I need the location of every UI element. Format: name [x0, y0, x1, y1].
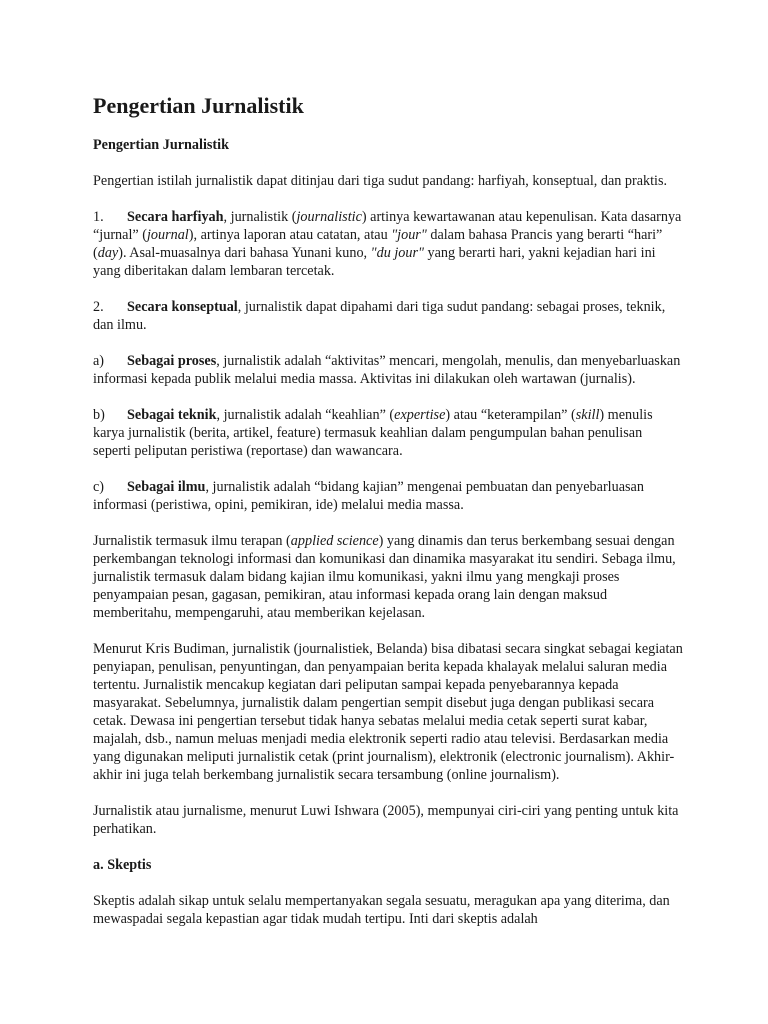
text-run: , jurnalistik (: [223, 209, 297, 225]
text-run: ) yang dinamis dan terus berkembang sesuai dengan perkembangan teknologi informasi dan komunikasi dan dinamika masyarakat itu sendiri. Sebaga ilmu, jurnalistik termasuk dalam bidang kajian ilmu komunikasi, yakni ilmu yang mengkaji proses penyampaian pesan, gagasan, pemikiran, atau informasi kepada orang lain dengan maksud memberitahu, mempengaruhi, atau memberikan kejelasan.: [93, 533, 676, 621]
text-run: dalam bahasa Prancis yang berarti “hari” (: [93, 227, 663, 261]
italic-run: journalistic: [296, 209, 362, 225]
document-body: [93, 92, 683, 946]
text-run: Jurnalistik termasuk ilmu terapan (: [93, 533, 291, 549]
italic-run: skill: [575, 407, 600, 423]
text-run: ), artinya laporan atau catatan, atau: [188, 227, 392, 243]
italic-run: "du jour": [370, 245, 424, 261]
paragraph-luwi-ishwara: Jurnalistik atau jurnalisme, menurut Luwi Ishwara (2005), mempunyai ciri-ciri yang penting untuk kita perhatikan.: [93, 803, 679, 837]
item-number: 1.: [93, 209, 104, 225]
item-term: Secara konseptual: [127, 299, 238, 315]
item-number: b): [93, 407, 105, 423]
item-number: c): [93, 479, 105, 495]
item-proses: [93, 352, 683, 388]
text-run: yang berarti hari, yakni kejadian hari ini yang diberitakan dalam lembaran tercetak.: [93, 245, 656, 279]
item-term: Secara harfiyah: [127, 209, 224, 225]
text-run: ) artinya kewartawanan atau kepenulisan. Kata dasarnya “jurnal” (: [93, 209, 682, 243]
italic-run: expertise: [394, 407, 446, 423]
item-number: 2.: [93, 299, 104, 315]
item-term: Sebagai ilmu: [127, 479, 206, 495]
section-heading-skeptis: a. Skeptis: [93, 857, 152, 873]
italic-run: journal: [146, 227, 189, 243]
text-run: ) menulis karya jurnalistik (berita, artikel, feature) termasuk keahlian dalam pengumpulan bahan penulisan seperti peliputan peristiwa (reportase) dan wawancara.: [93, 407, 653, 459]
text-run: ). Asal-muasalnya dari bahasa Yunani kuno,: [118, 245, 371, 261]
item-konseptual: [93, 298, 683, 334]
document-title: Pengertian Jurnalistik: [93, 93, 304, 118]
italic-run: applied science: [290, 533, 379, 549]
intro-paragraph: Pengertian istilah jurnalistik dapat ditinjau dari tiga sudut pandang: harfiyah, konseptual, dan praktis.: [93, 173, 668, 189]
paragraph-applied-science: [93, 532, 683, 622]
item-term: Sebagai proses: [127, 353, 217, 369]
text-run: , jurnalistik adalah “aktivitas” mencari, mengolah, menulis, dan menyebarluaskan informasi kepada publik melalui media massa. Aktivitas ini dilakukan oleh wartawan (jurnalis).: [93, 353, 681, 387]
item-teknik: [93, 406, 683, 460]
text-run: , jurnalistik adalah “keahlian” (: [216, 407, 395, 423]
text-run: ) atau “keterampilan” (: [445, 407, 576, 423]
item-number: a): [93, 353, 105, 369]
item-term: Sebagai teknik: [127, 407, 217, 423]
item-harfiyah: [93, 208, 683, 280]
section-heading: Pengertian Jurnalistik: [93, 137, 229, 153]
text-run: , jurnalistik dapat dipahami dari tiga sudut pandang: sebagai proses, teknik, dan ilmu.: [93, 299, 666, 333]
text-run: , jurnalistik adalah “bidang kajian” mengenai pembuatan dan penyebarluasan informasi (peristiwa, opini, pemikiran, ide) melalui media massa.: [93, 479, 644, 513]
italic-run: "jour": [391, 227, 427, 243]
item-ilmu: [93, 478, 683, 514]
italic-run: day: [97, 245, 119, 261]
paragraph-skeptis: Skeptis adalah sikap untuk selalu mempertanyakan segala sesuatu, meragukan apa yang diterima, dan mewaspadai segala kepastian agar tidak mudah tertipu. Inti dari skeptis adalah: [93, 893, 670, 927]
paragraph-kris-budiman: Menurut Kris Budiman, jurnalistik (journalistiek, Belanda) bisa dibatasi secara singkat sebagai kegiatan penyiapan, penulisan, penyuntingan, dan penyampaian berita kepada khalayak melalui saluran media tertentu. Jurnalistik mencakup kegiatan dari peliputan sampai kepada penyebarannya kepada masyarakat. Sebelumnya, jurnalistik dalam pengertian sempit disebut juga dengan publikasi secara cetak. Dewasa ini pengertian tersebut tidak hanya sebatas melalui media cetak seperti surat kabar, majalah, dsb., namun meluas menjadi media elektronik seperti radio atau televisi. Berdasarkan media yang digunakan meliputi jurnalistik cetak (print journalism), elektronik (electronic journalism). Akhir-akhir ini juga telah berkembang jurnalistik secara tersambung (online journalism).: [93, 641, 683, 783]
